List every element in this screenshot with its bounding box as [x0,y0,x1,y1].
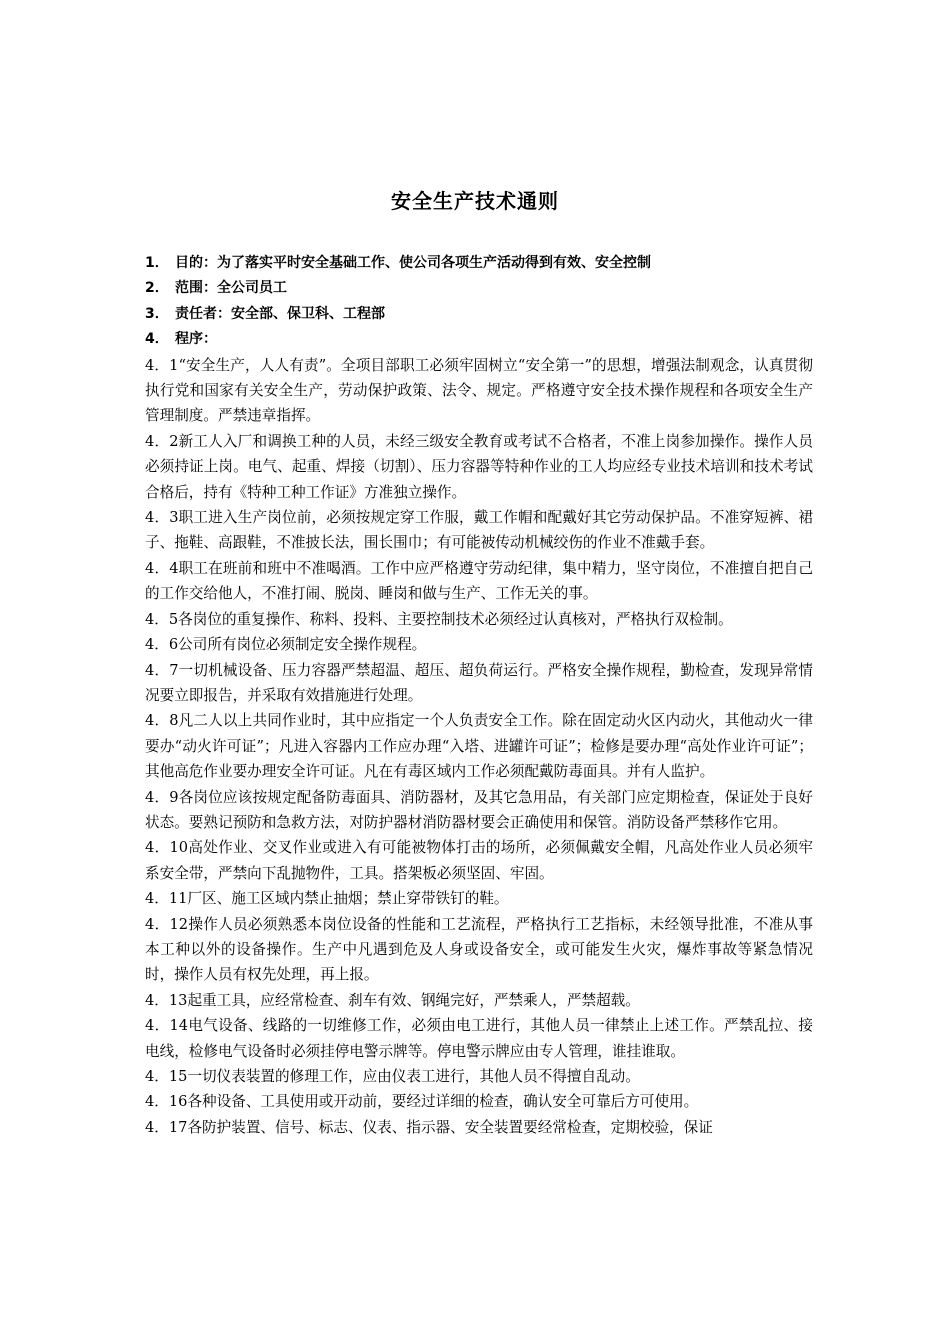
clause-text: “安全生产，人人有责”。全项目部职工必须牢固树立“安全第一”的思想，增强法制观念，认真贯彻执行党和国家有关安全生产，劳动保护政策、法令、规定。严格遵守安全技术操作规程和各项安全生产管理制度。严禁违章指挥。 [145,356,813,425]
clause-number: 4．11 [145,890,188,908]
clause-paragraph [145,912,813,988]
clause-number: 4．10 [145,839,189,857]
clause-paragraph [145,505,813,556]
clause-text: 各防护装置、信号、标志、仪表、指示器、安全装置要经常检查，定期校验，保证 [187,1118,713,1136]
clause-number: 4．2 [145,432,179,450]
clause-text: 凡二人以上共同作业时，其中应指定一个人负责安全工作。除在固定动火区内动火，其他动火一律要办“动火许可证”；凡进入容器内工作应办理“入塔、进罐许可证”；检修是要办理“高处作业许可证”；其他高危作业要办理安全许可证。凡在有毒区域内工作必须配戴防毒面具。并有人监护。 [145,712,813,781]
clause-number: 4．14 [145,1017,189,1035]
clause-number: 4．13 [145,991,188,1009]
clause-number: 4．8 [145,712,179,730]
clause-paragraph [145,353,813,429]
heading-procedure [145,327,813,352]
clause-text: 操作人员必须熟悉本岗位设备的性能和工艺流程，严格执行工艺指标，未经领导批准，不准从事本工种以外的设备操作。生产中凡遇到危及人身或设备安全，或可能发生火灾，爆炸事故等紧急情况时，操作人员有权先处理，再上报。 [145,915,813,984]
clause-paragraph [145,886,813,911]
heading-number: 4． [145,331,169,348]
clause-number: 4．17 [145,1118,188,1136]
clause-text: 各岗位应该按规定配备防毒面具、消防器材，及其它急用品，有关部门应定期检查，保证处于良好状态。要熟记预防和急救方法，对防护器材消防器材要会正确使用和保管。消防设备严禁移作它用。 [145,788,813,831]
heading-text: 责任者：安全部、保卫科、工程部 [175,305,385,322]
clause-number: 4．1 [145,356,179,374]
heading-number: 1． [145,255,169,271]
clause-paragraph [145,835,813,886]
heading-purpose [145,251,813,276]
clause-paragraph [145,658,813,709]
clause-text: 各岗位的重复操作、称料、投料、主要控制技术必须经过认真核对，严格执行双检制。 [178,610,733,628]
clause-text: 一切仪表装置的修理工作，应由仪表工进行，其他人员不得擅自乱动。 [187,1068,640,1085]
clause-text: 一切机械设备、压力容器严禁超温、超压、超负荷运行。严格安全操作规程，勤检查，发现异常情况要立即报告，并采取有效措施进行处理。 [145,661,813,704]
clause-text: 职工进入生产岗位前，必须按规定穿工作服，戴工作帽和配戴好其它劳动保护品。不准穿短裤、裙子、拖鞋、高跟鞋，不准披长法，围长围巾；有可能被传动机械绞伤的作业不准戴手套。 [145,509,813,552]
clause-paragraph [145,1089,813,1114]
clause-number: 4．12 [145,915,189,933]
clause-paragraph [145,1064,813,1089]
clause-number: 4．15 [145,1068,188,1085]
clause-number: 4．5 [145,610,179,628]
heading-text: 目的：为了落实平时安全基础工作、使公司各项生产活动得到有效、安全控制 [175,255,651,271]
clause-text: 公司所有岗位必须制定安全操作规程。 [178,636,427,654]
document-title: 安全生产技术通则 [391,189,559,213]
clause-paragraph [145,1013,813,1064]
heading-scope [145,276,813,301]
clause-number: 4．7 [145,661,179,679]
heading-number: 3． [145,305,169,322]
clause-number: 4．9 [145,788,179,806]
clause-paragraph [145,988,813,1013]
clause-number: 4．16 [145,1093,188,1111]
clause-text: 职工在班前和班中不准喝酒。工作中应严格遵守劳动纪律，集中精力，坚守岗位，不准擅自把自己的工作交给他人，不准打闹、脱岗、睡岗和做与生产、工作无关的事。 [145,559,813,603]
clause-paragraph [145,708,813,784]
clause-paragraph [145,429,813,505]
heading-text: 范围：全公司员工 [175,280,287,297]
clause-paragraph [145,632,813,657]
heading-text: 程序： [175,331,217,348]
clause-number: 4．4 [145,559,179,577]
clause-number: 4．6 [145,636,179,654]
clause-text: 厂区、施工区域内禁止抽烟；禁止穿带铁钉的鞋。 [187,890,509,908]
clause-text: 新工人入厂和调换工种的人员，未经三级安全教育或考试不合格者，不准上岗参加操作。操作人员必须持证上岗。电气、起重、焊接（切割）、压力容器等特种作业的工人均应经专业技术培训和技术考试合格后，持有《特种工种工作证》方准独立操作。 [145,432,813,501]
clause-number: 4．3 [145,509,179,527]
clause-text: 各种设备、工具使用或开动前，要经过详细的检查，确认安全可靠后方可使用。 [187,1093,699,1111]
clause-text: 电气设备、线路的一切维修工作，必须由电工进行，其他人员一律禁止上述工作。严禁乱拉、接电线，检修电气设备时必须挂停电警示牌等。停电警示牌应由专人管理，谁挂谁取。 [145,1017,813,1060]
clause-paragraph [145,785,813,836]
heading-responsible [145,302,813,327]
clause-text: 起重工具，应经常检查、刹车有效、钢绳完好，严禁乘人，严禁超载。 [187,991,640,1009]
clause-paragraph [145,556,813,607]
clause-text: 高处作业、交叉作业或进入有可能被物体打击的场所，必须佩戴安全帽，凡高处作业人员必须牢系安全带，严禁向下乱抛物件，工具。搭架板必须坚固、牢固。 [145,839,813,882]
document-body [145,251,813,1140]
clause-paragraph [145,1115,813,1140]
clause-paragraph [145,607,813,632]
heading-number: 2． [145,280,169,297]
